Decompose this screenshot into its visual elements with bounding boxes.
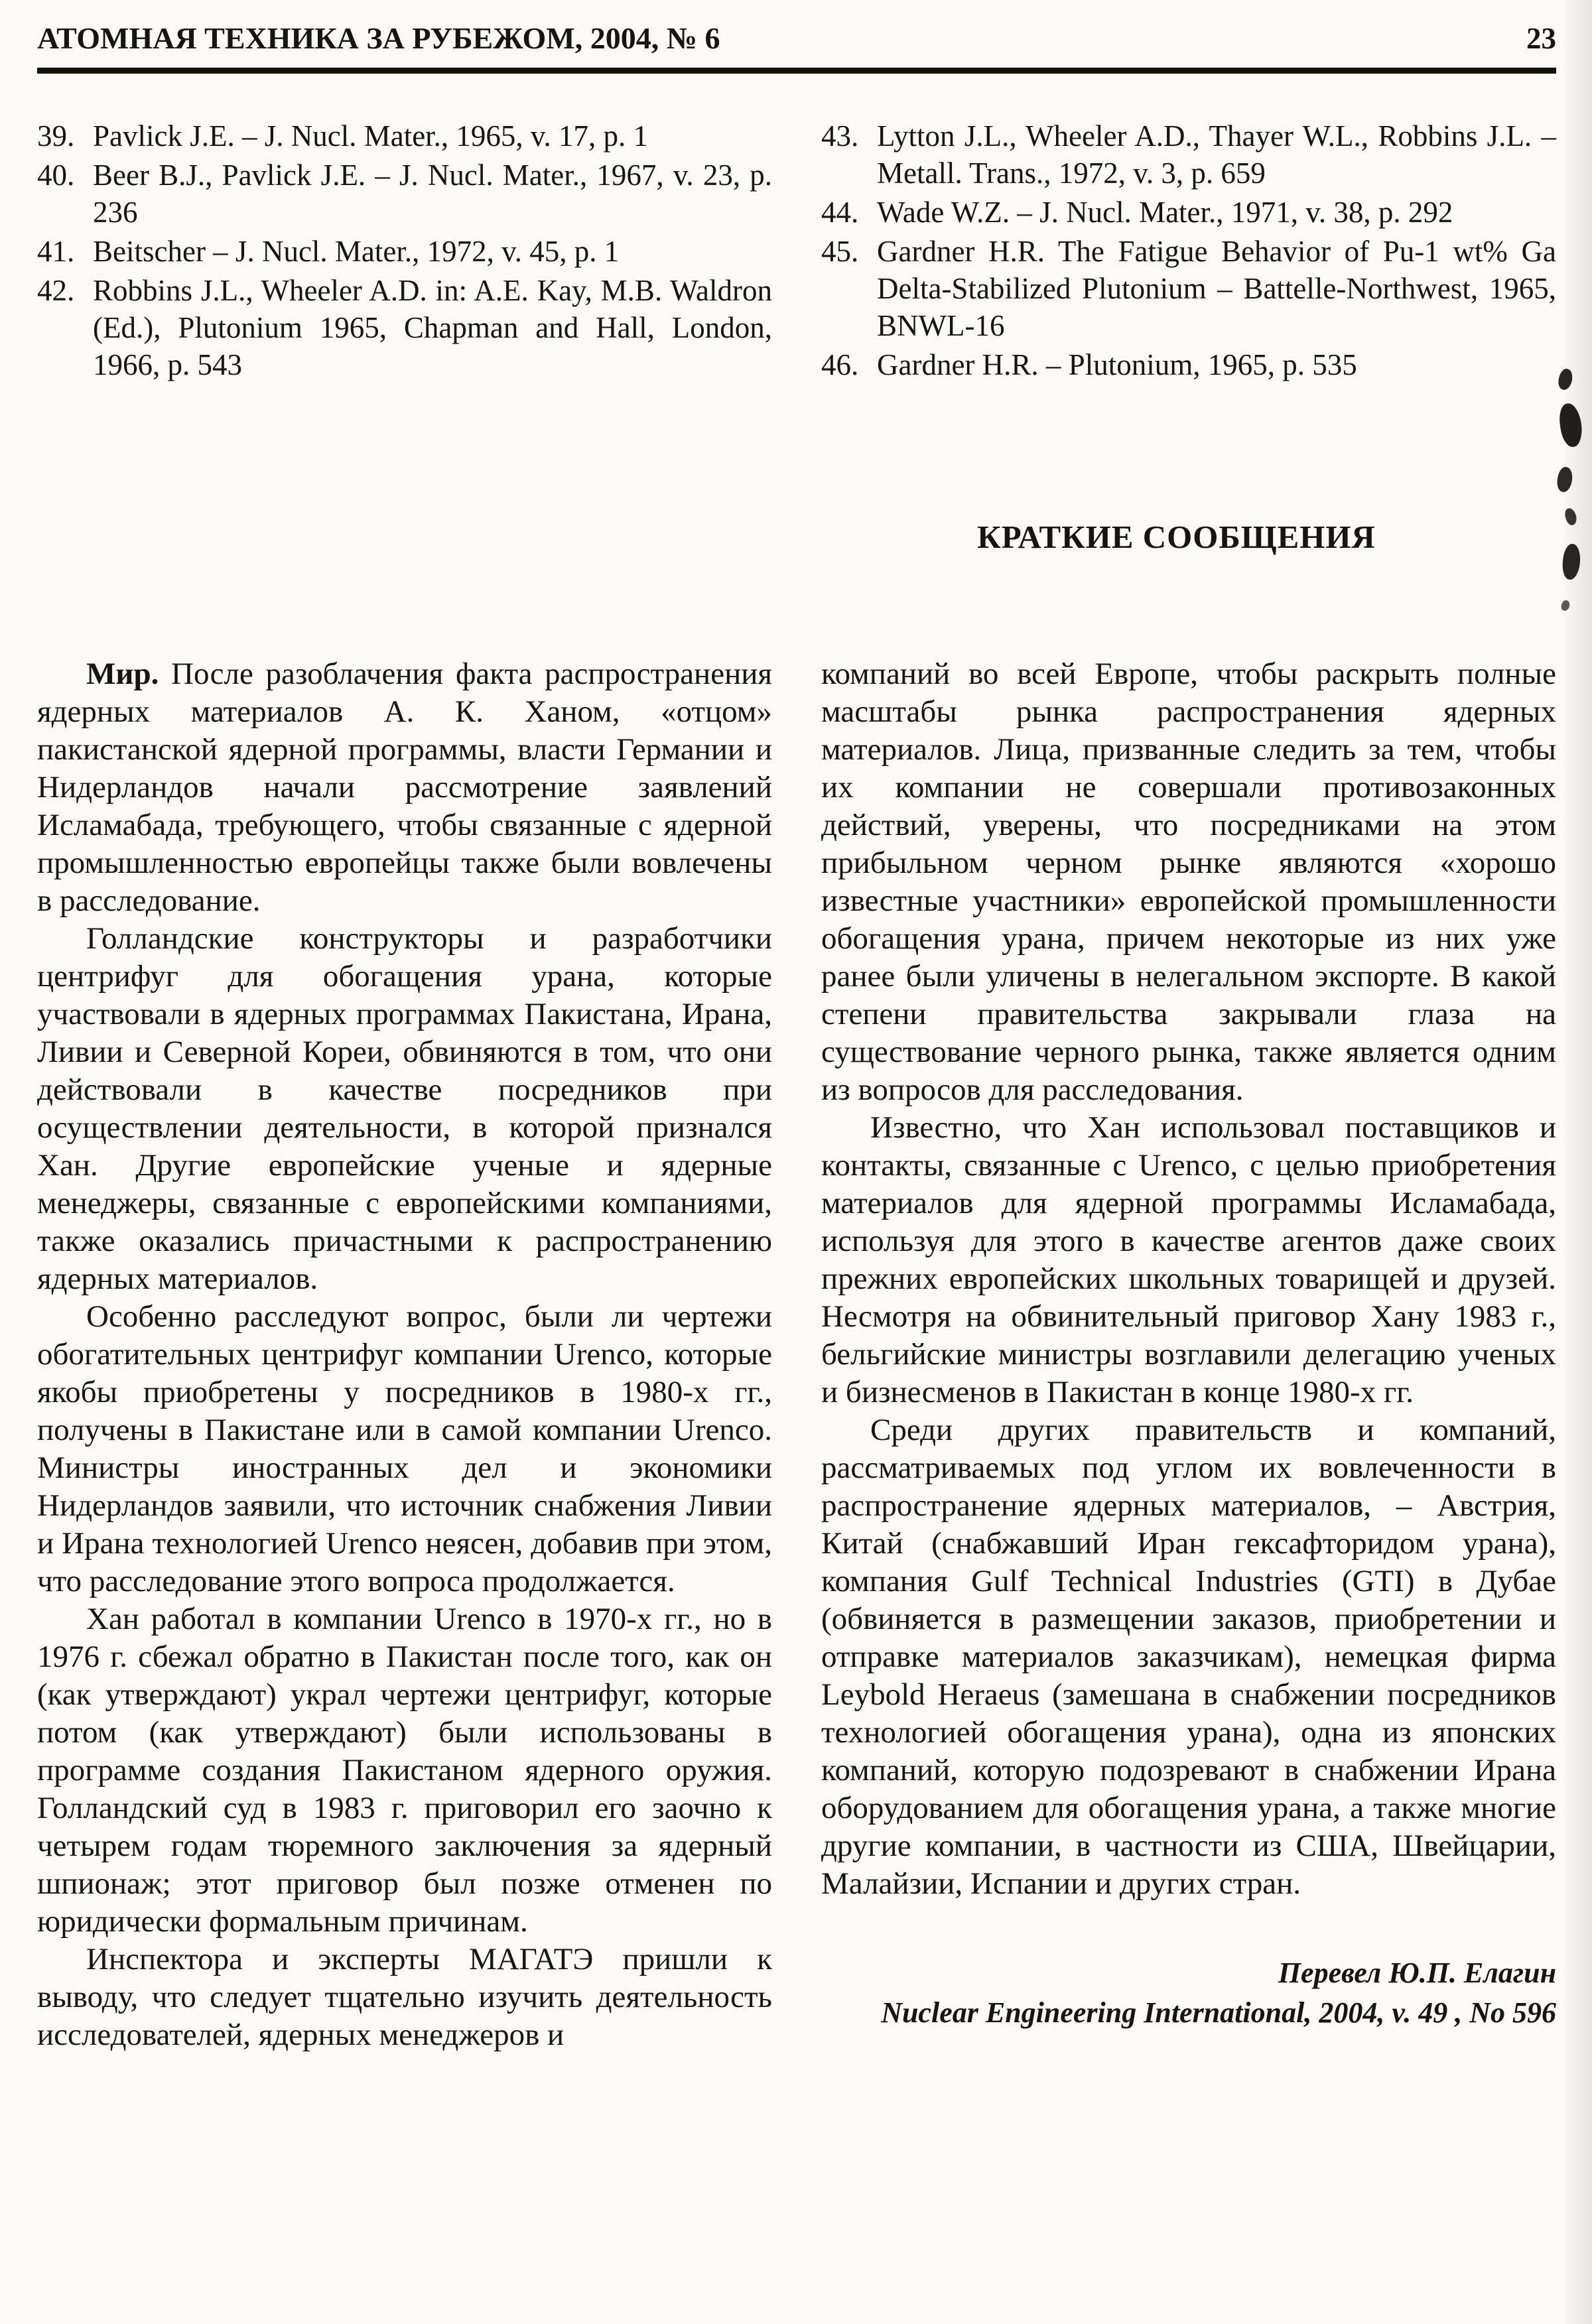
- paragraph-text: Хан работал в компании Urenco в 1970-х гг., но в 1976 г. сбежал обратно в Пакистан после того, как он (как утверждают) украл чертежи центрифуг, которые потом (как утверждают) были использованы в программе создания Пакистаном ядерного оружия. Голландский суд в 1983 г. приговорил его заочно к четырем годам тюремного заключения за ядерный шпионаж; этот приговор был позже отменен по юридически формальным причинам.: [37, 1602, 772, 1939]
- ink-blot: [1563, 507, 1578, 526]
- reference-text: Pavlick J.E. – J. Nucl. Mater., 1965, v. 17, p. 1: [93, 119, 649, 153]
- body-paragraph: [821, 1411, 1556, 1903]
- ink-blot: [1560, 599, 1571, 612]
- reference-list: [37, 117, 1556, 385]
- reference-text: Beer B.J., Pavlick J.E. – J. Nucl. Mater., 1967, v. 23, p. 236: [93, 159, 772, 229]
- body-paragraph-continuation: [821, 655, 1556, 1109]
- reference-number: 42.: [37, 274, 75, 307]
- article-body: [37, 655, 1556, 2054]
- translator-credit: Перевел Ю.П. Елагин: [1278, 1957, 1556, 1989]
- section-heading-row: [37, 518, 1556, 556]
- paragraph-text: Особенно расследуют вопрос, были ли чертежи обогатительных центрифуг компании Urenco, которые якобы приобретены у посредников в 1980-х гг., получены в Пакистане или в самой компании Urenco. Министры иностранных дел и экономики Нидерландов заявили, что источник снабжения Ливии и Ирана технологией Urenco неясен, добавив при этом, что расследование этого вопроса продолжается.: [37, 1299, 772, 1598]
- reference-text: Gardner H.R. The Fatigue Behavior of Pu-1 wt% Ga Delta-Stabilized Plutonium – Battelle-Northwest, 1965, BNWL-16: [877, 235, 1556, 342]
- body-paragraph: [37, 655, 772, 920]
- reference-item: [821, 346, 1556, 383]
- reference-item: [821, 117, 1556, 192]
- reference-number: 40.: [37, 159, 75, 192]
- reference-number: 45.: [821, 235, 859, 268]
- paragraph-text: После разоблачения факта распространения ядерных материалов А. К. Ханом, «отцом» пакистанской ядерной программы, власти Германии и Нидерландов начали рассмотрение заявлений Исламабада, требующего, чтобы связанные с ядерной промышленностью европейцы также были вовлечены в расследование.: [37, 657, 772, 918]
- reference-number: 39.: [37, 119, 75, 153]
- page-number: 23: [1526, 22, 1556, 55]
- references-left-column: [37, 117, 772, 385]
- paragraph-text: Среди других правительств и компаний, рассматриваемых под углом их вовлеченности в распространение ядерных материалов, – Австрия, Китай (снабжавший Иран гексафторидом урана), компания Gulf Technical Industries (GTI) в Дубае (обвиняется в размещении заказов, приобретении и отправке материалов заказчикам), немецкая фирма Leybold Heraeus (замешана в снабжении посредников технологией обогащения урана), одна из японских компаний, которую подозревают в снабжении Ирана оборудованием для обогащения урана, а также многие другие компании, в частности из США, Швейцарии, Малайзии, Испании и других стран.: [821, 1413, 1556, 1901]
- reference-item: [37, 157, 772, 231]
- body-right-column: [821, 655, 1556, 2054]
- reference-number: 43.: [821, 119, 859, 153]
- paragraph-text: компаний во всей Европе, чтобы раскрыть полные масштабы рынка распространения ядерных материалов. Лица, призванные следить за тем, чтобы их компании не совершали противозаконных действий, уверены, что посредниками на этом прибыльном черном рынке являются «хорошо известные участники» европейской промышленности обогащения урана, причем некоторые из них уже ранее были уличены в нелегальном экспорте. В какой степени правительства закрывали глаза на существование черного рынка, также является одним из вопросов для расследования.: [821, 657, 1556, 1107]
- page-header: [37, 20, 1556, 57]
- reference-number: 41.: [37, 235, 75, 268]
- reference-number: 46.: [821, 348, 859, 381]
- heading-spacer: [37, 518, 797, 556]
- reference-item: [821, 194, 1556, 231]
- paragraph-text: Голландские конструкторы и разработчики центрифуг для обогащения урана, которые участвовали в ядерных программах Пакистана, Ирана, Ливии и Северной Кореи, обвиняются в том, что они действовали в качестве посредников при осуществлении деятельности, в которой признался Хан. Другие европейские ученые и ядерные менеджеры, связанные с европейскими компаниями, также оказались причастными к распространению ядерных материалов.: [37, 921, 772, 1296]
- body-paragraph: [37, 920, 772, 1298]
- body-left-column: [37, 655, 772, 2054]
- ink-blot: [1558, 402, 1584, 448]
- paragraph-text: Известно, что Хан использовал поставщиков и контакты, связанные с Urenco, с целью приобретения материалов для ядерной программы Исламабада, используя для этого в качестве агентов даже своих прежних европейских школьных товарищей и друзей. Несмотря на обвинительный приговор Хану 1983 г., бельгийские министры возглавили делегацию ученых и бизнесменов в Пакистан в конце 1980-х гг.: [821, 1110, 1556, 1409]
- section-heading: КРАТКИЕ СООБЩЕНИЯ: [977, 519, 1376, 555]
- reference-text: Wade W.Z. – J. Nucl. Mater., 1971, v. 38, p. 292: [877, 196, 1453, 229]
- ink-blot: [1556, 466, 1574, 493]
- reference-text: Robbins J.L., Wheeler A.D. in: A.E. Kay, M.B. Waldron (Ed.), Plutonium 1965, Chapman and Hall, London, 1966, p. 543: [93, 274, 772, 381]
- source-citation: Nuclear Engineering International, 2004, v. 49 , No 596: [881, 1996, 1556, 2029]
- paragraph-text: Инспектора и эксперты МАГАТЭ пришли к выводу, что следует тщательно изучить деятельность исследователей, ядерных менеджеров и: [37, 1942, 772, 2052]
- reference-item: [37, 272, 772, 383]
- body-paragraph: [821, 1109, 1556, 1411]
- body-paragraph: [37, 1600, 772, 1941]
- ink-blot: [1556, 367, 1574, 391]
- article-attribution: [821, 1953, 1556, 2033]
- ink-blot: [1561, 543, 1582, 580]
- reference-item: [37, 117, 772, 155]
- reference-text: Beitscher – J. Nucl. Mater., 1972, v. 45, p. 1: [93, 235, 620, 268]
- paragraph-lead-word: Мир.: [86, 657, 159, 691]
- header-rule: [37, 68, 1556, 74]
- reference-number: 44.: [821, 196, 859, 229]
- reference-item: [37, 233, 772, 270]
- references-right-column: [821, 117, 1556, 385]
- body-paragraph: [37, 1941, 772, 2054]
- reference-text: Gardner H.R. – Plutonium, 1965, p. 535: [877, 348, 1357, 381]
- reference-text: Lytton J.L., Wheeler A.D., Thayer W.L., Robbins J.L. – Metall. Trans., 1972, v. 3, p. 659: [877, 119, 1556, 190]
- body-paragraph: [37, 1298, 772, 1600]
- reference-item: [821, 233, 1556, 344]
- journal-title: АТОМНАЯ ТЕХНИКА ЗА РУБЕЖОМ, 2004, № 6: [37, 21, 720, 55]
